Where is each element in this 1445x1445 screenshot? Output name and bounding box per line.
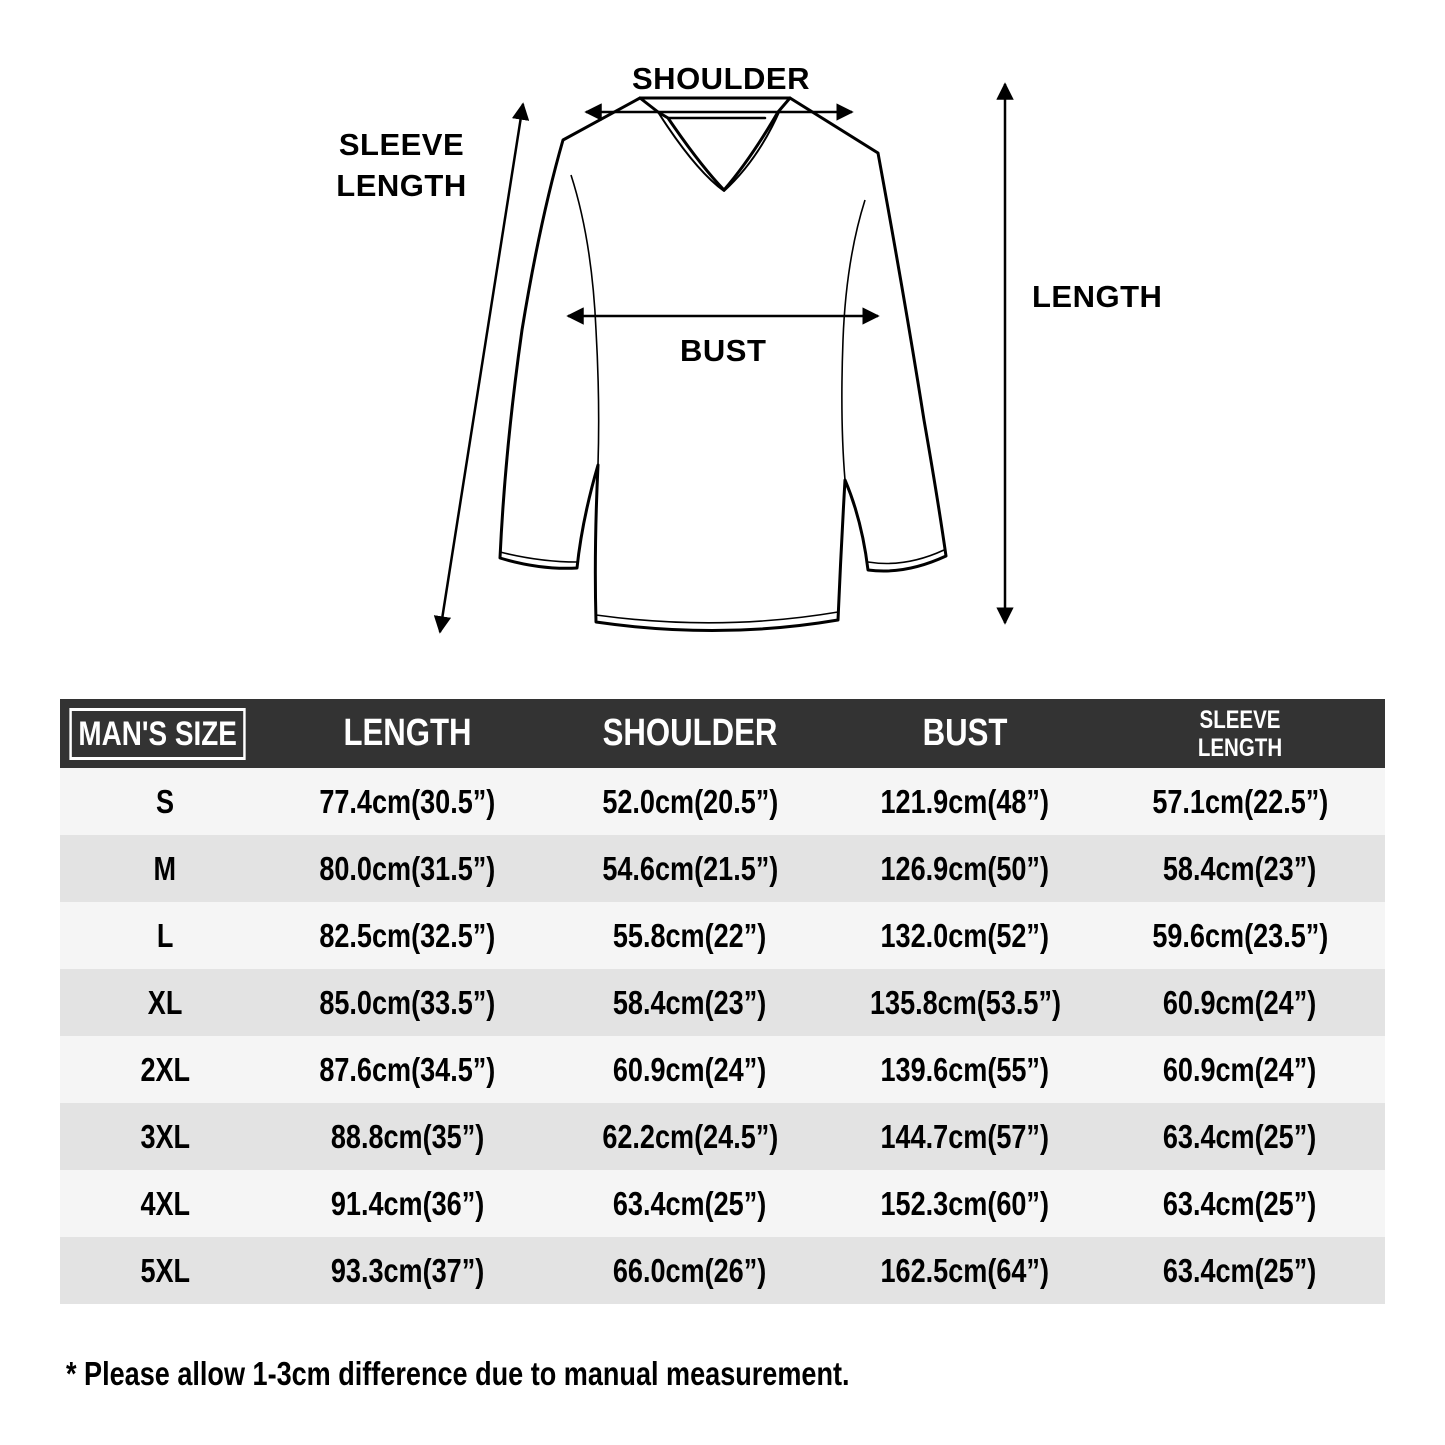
- cell-size: 2XL: [140, 1050, 190, 1088]
- table-row: [60, 902, 1385, 969]
- table-row: [60, 1170, 1385, 1237]
- cell-shoulder: 55.8cm(22”): [613, 916, 767, 954]
- cell-size: XL: [147, 983, 183, 1021]
- hem: [596, 612, 838, 623]
- header-shoulder: SHOULDER: [602, 712, 778, 754]
- cell-length: 85.0cm(33.5”): [319, 983, 496, 1021]
- cell-size: S: [155, 782, 175, 820]
- left-seam: [571, 175, 599, 465]
- cell-bust: 132.0cm(52”): [880, 916, 1050, 954]
- right-seam: [842, 200, 865, 480]
- cell-sleeve: 59.6cm(23.5”): [1151, 916, 1328, 954]
- cell-length: 93.3cm(37”): [330, 1251, 485, 1289]
- sleeve-label-line2: LENGTH: [336, 168, 467, 203]
- table-row: [60, 1103, 1385, 1170]
- cell-bust: 152.3cm(60”): [880, 1184, 1050, 1222]
- cell-shoulder: 60.9cm(24”): [613, 1050, 767, 1088]
- cell-length: 82.5cm(32.5”): [319, 916, 496, 954]
- cell-length: 77.4cm(30.5”): [319, 782, 496, 820]
- cell-size: M: [153, 849, 177, 887]
- header-sleeve-line2: LENGTH: [1197, 733, 1283, 762]
- cell-size: 4XL: [140, 1184, 190, 1222]
- table-row: [60, 1036, 1385, 1103]
- cell-sleeve: 60.9cm(24”): [1163, 983, 1317, 1021]
- cell-bust: 135.8cm(53.5”): [869, 983, 1061, 1021]
- measurement-footnote: * Please allow 1-3cm difference due to manual measurement.: [66, 1355, 850, 1392]
- cell-bust: 139.6cm(55”): [880, 1050, 1050, 1088]
- table-header-row: [60, 699, 1385, 768]
- header-length: LENGTH: [343, 712, 472, 754]
- cell-length: 80.0cm(31.5”): [319, 849, 496, 887]
- cell-shoulder: 66.0cm(26”): [613, 1251, 767, 1289]
- table-row: [60, 835, 1385, 902]
- cell-shoulder: 62.2cm(24.5”): [601, 1117, 778, 1155]
- bust-label: BUST: [680, 333, 767, 368]
- table-row: [60, 969, 1385, 1036]
- cell-length: 87.6cm(34.5”): [319, 1050, 496, 1088]
- cell-size: 5XL: [140, 1251, 190, 1289]
- cell-sleeve: 63.4cm(25”): [1163, 1251, 1317, 1289]
- cell-size: 3XL: [140, 1117, 190, 1155]
- cell-length: 91.4cm(36”): [330, 1184, 485, 1222]
- length-label: LENGTH: [1032, 279, 1163, 314]
- garment-diagram: [0, 0, 1445, 680]
- cell-bust: 162.5cm(64”): [880, 1251, 1050, 1289]
- cell-shoulder: 54.6cm(21.5”): [601, 849, 778, 887]
- header-size-label: MAN'S SIZE: [70, 708, 246, 760]
- table-row: [60, 1237, 1385, 1304]
- cell-length: 88.8cm(35”): [330, 1117, 485, 1155]
- cell-size: L: [156, 916, 174, 954]
- header-bust: BUST: [922, 712, 1008, 754]
- header-sleeve-length: [1121, 699, 1359, 768]
- header-size: [60, 699, 270, 768]
- cell-shoulder: 52.0cm(20.5”): [601, 782, 778, 820]
- cell-bust: 144.7cm(57”): [880, 1117, 1050, 1155]
- cell-bust: 126.9cm(50”): [880, 849, 1050, 887]
- sleeve-length-label: [334, 124, 469, 206]
- cell-sleeve: 57.1cm(22.5”): [1151, 782, 1328, 820]
- cell-shoulder: 63.4cm(25”): [613, 1184, 767, 1222]
- cell-sleeve: 58.4cm(23”): [1163, 849, 1317, 887]
- sleeve-label-line1: SLEEVE: [338, 127, 465, 162]
- shoulder-label: SHOULDER: [632, 61, 810, 96]
- cell-sleeve: 63.4cm(25”): [1163, 1184, 1317, 1222]
- table-row: [60, 768, 1385, 835]
- size-chart-table: [60, 699, 1385, 1304]
- cell-sleeve: 60.9cm(24”): [1163, 1050, 1317, 1088]
- cell-sleeve: 63.4cm(25”): [1163, 1117, 1317, 1155]
- cell-bust: 121.9cm(48”): [880, 782, 1050, 820]
- cell-shoulder: 58.4cm(23”): [613, 983, 767, 1021]
- header-sleeve-line1: SLEEVE: [1199, 705, 1281, 734]
